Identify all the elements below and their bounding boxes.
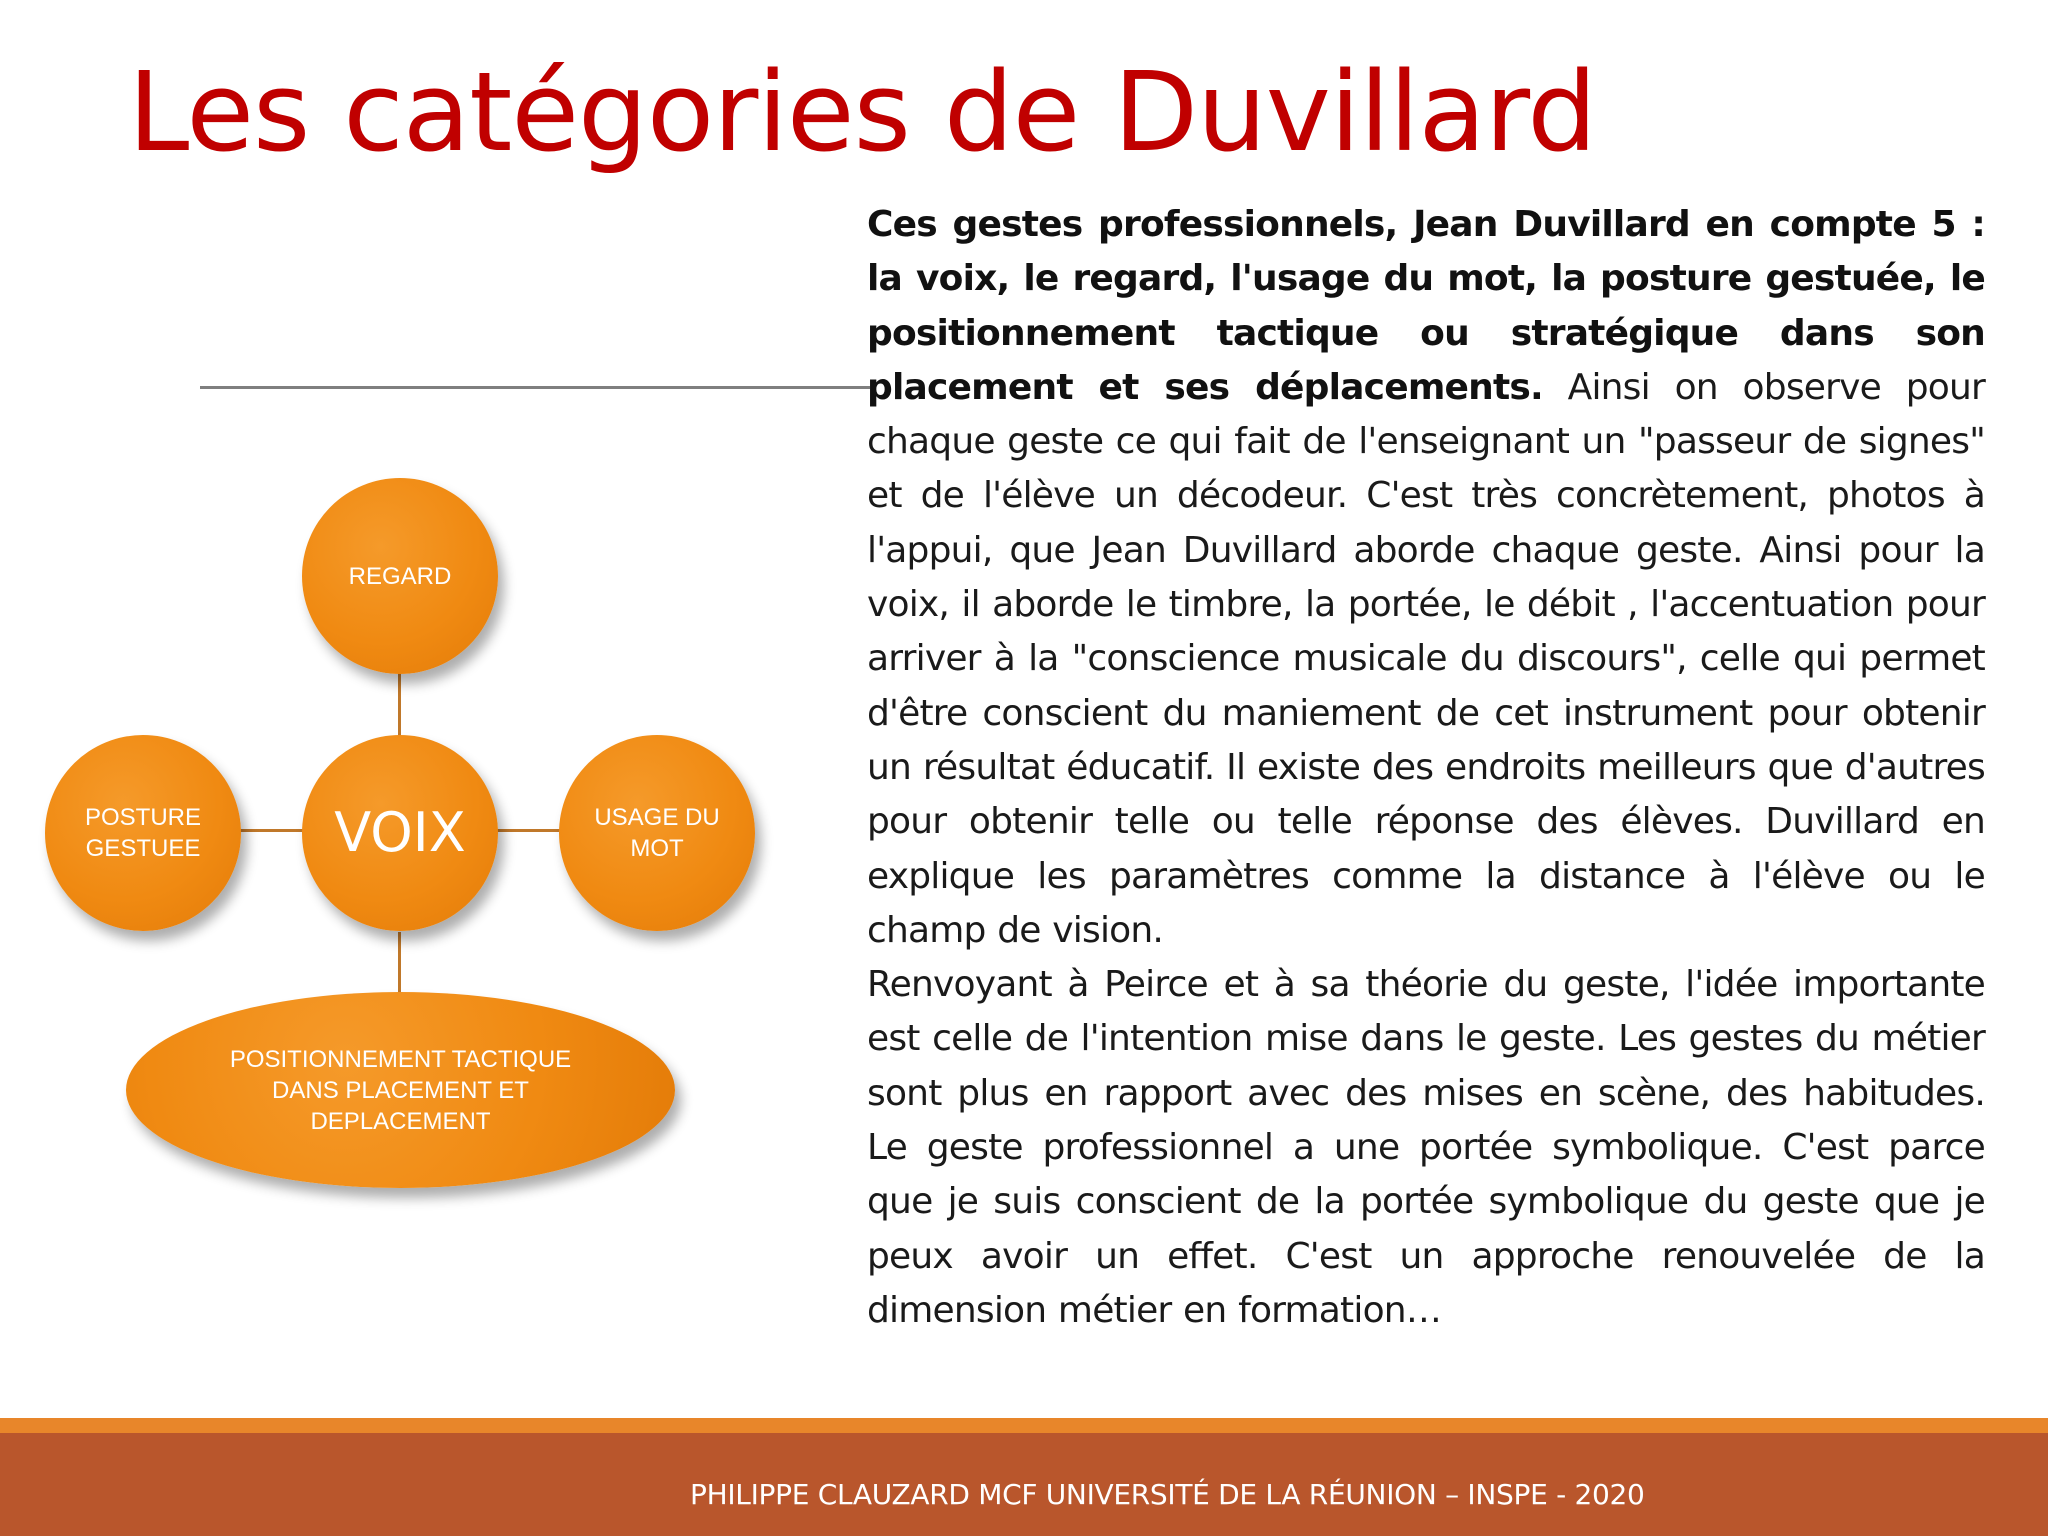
body-text [867, 198, 1985, 1338]
connector-right [495, 829, 560, 832]
connector-bottom [398, 932, 401, 997]
paragraph-1-rest: Ainsi on observe pour chaque geste ce qui fait de l'enseignant un "passeur de signes" et de l'élève un décodeur. C'est très concrètement, photos à l'appui, que Jean Duvillard aborde chaque geste. Ainsi pour la voix, il aborde le timbre, la portée, le débit , l'accentuation pour arriver à la "conscience musicale du discours", celle qui permet d'être conscient du maniement de cet instrument pour obtenir un résultat éducatif. Il existe des endroits meilleurs que d'autres pour obtenir telle ou telle réponse des élèves. Duvillard en explique les paramètres comme la distance à l'élève ou le champ de vision. [867, 366, 1986, 951]
horizontal-rule [200, 386, 870, 389]
footer-stripe [0, 1418, 2048, 1433]
paragraph-2: Renvoyant à Peirce et à sa théorie du geste, l'idée importante est celle de l'intention mise dans le geste. Les gestes du métier sont plus en rapport avec des mises en scène, des habitudes. Le geste professionnel a une portée symbolique. C'est parce que je suis conscient de la portée symbolique du geste que je peux avoir un effet. C'est un approche renouvelée de la dimension métier en formation… [867, 964, 1985, 1331]
node-posture-gestuee-label: POSTURE GESTUEE [84, 804, 201, 862]
bold-intro: Ces gestes professionnels, Jean Duvillard en compte 5 : la voix, le regard, l'usage du mot, la posture gestuée, le positionnement tactique ou stratégique dans son placement et ses déplacements. [867, 204, 1985, 408]
paragraph-1 [867, 198, 1985, 958]
node-voix-label: VOIX [334, 801, 466, 864]
node-posture-gestuee [45, 735, 241, 931]
node-regard-label: REGARD [348, 562, 452, 590]
node-regard [302, 478, 498, 674]
connector-top [398, 670, 401, 740]
node-positionnement [126, 992, 675, 1188]
node-usage-du-mot [559, 735, 755, 931]
node-usage-du-mot-label: USAGE DU MOT [594, 804, 720, 862]
slide-title: Les catégories de Duvillard [128, 48, 1597, 176]
connector-left [240, 829, 305, 832]
node-voix-center [302, 735, 498, 931]
node-positionnement-label: POSITIONNEMENT TACTIQUE DANS PLACEMENT ET DEPLACEMENT [229, 1045, 572, 1135]
footer-text: PHILIPPE CLAUZARD MCF UNIVERSITÉ DE LA RÉUNION – INSPE - 2020 [690, 1478, 1645, 1511]
